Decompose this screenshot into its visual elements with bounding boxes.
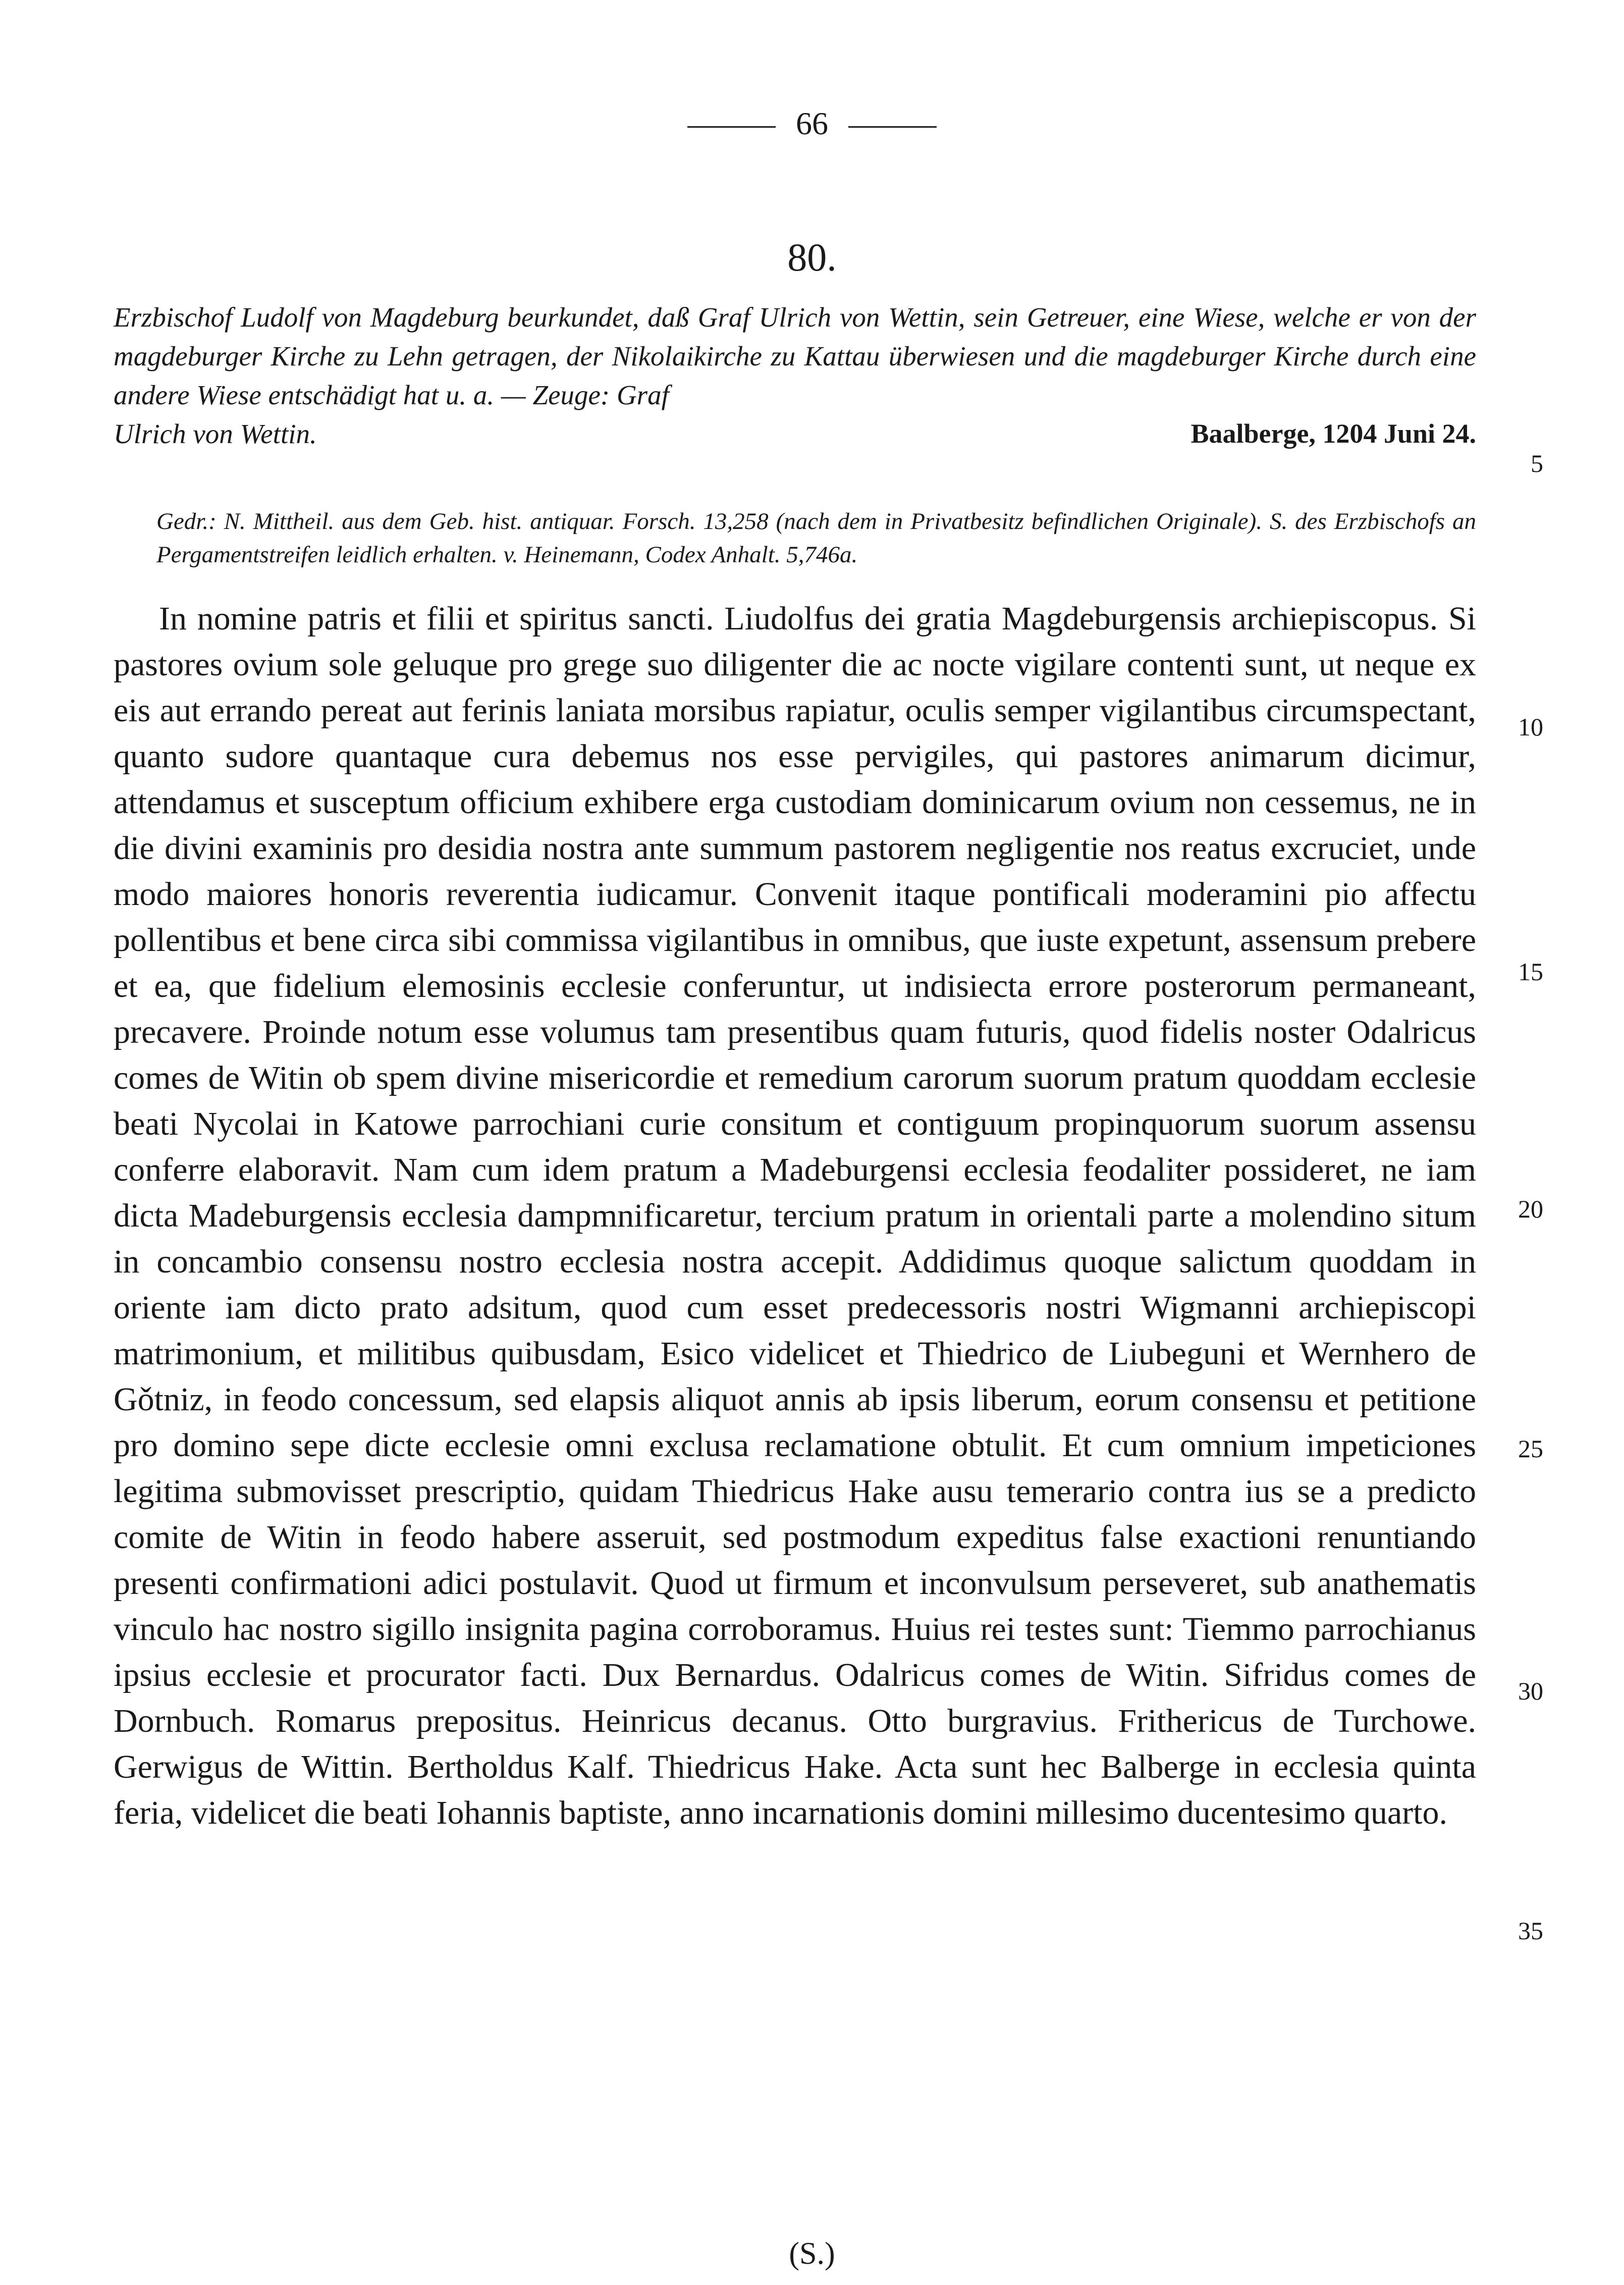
line-marker-10: 10 <box>1518 713 1543 741</box>
line-marker-30: 30 <box>1518 1677 1543 1705</box>
regest-witness: Ulrich von Wettin. <box>114 418 317 449</box>
line-marker-5: 5 <box>1531 449 1543 477</box>
line-marker-25: 25 <box>1518 1434 1543 1463</box>
regest-text: Erzbischof Ludolf von Magdeburg beurkundet, daß Graf Ulrich von Wettin, sein Getreuer, eine Wiese, welche er von der magdeburger Kirche zu Lehn getragen, der Nikolaikirche zu Kattau überwiesen und die magdeburger Kirche durch eine andere Wiese entschädigt hat u. a. — Zeuge: Graf <box>114 302 1476 410</box>
regest-last-line <box>114 414 1476 453</box>
place-date: Baalberge, 1204 Juni 24. <box>1190 418 1476 449</box>
sources-note: Gedr.: N. Mittheil. aus dem Geb. hist. antiquar. Forsch. 13,258 (nach dem in Privatbesitz befindlichen Originale). S. des Erzbischofs an Pergamentstreifen leidlich erhalten. v. Heinemann, Codex Anhalt. 5,746a. <box>156 508 1476 568</box>
line-marker-15: 15 <box>1518 958 1543 986</box>
document-number: 80. <box>787 235 837 279</box>
regest <box>114 298 1476 453</box>
line-marker-35: 35 <box>1518 1917 1543 1945</box>
charter-text: In nomine patris et filii et spiritus sancti. Liudolfus dei gratia Magdeburgensis archiepiscopus. Si pastores ovium sole geluque pro grege suo diligenter die ac nocte vigilare contenti sunt, ut neque ex eis aut errando pereat aut ferinis laniata morsibus rapiatur, oculis semper vigilantibus circumspectant, quanto sudore quantaque cura debemus nos esse pervigiles, qui pastores animarum dicimur, attendamus et susceptum officium exhibere erga custodiam dominicarum ovium non cessemus, ne in die divini examinis pro desidia nostra ante summum pastorem negligentie nos reatus excruciet, unde modo maiores honoris reverentia iudicamur. Convenit itaque pontificali moderamini pio affectu pollentibus et bene circa sibi commissa vigilantibus in omnibus, que iuste expetunt, assensum prebere et ea, que fidelium elemosinis ecclesie conferuntur, ut indisiecta errore posterorum permaneant, precavere. Proinde notum esse volumus tam presentibus quam futuris, quod fidelis noster Odalricus comes de Witin ob spem divine misericordie et remedium carorum suorum pratum quoddam ecclesie beati Nycolai in Katowe parrochiani curie consitum et contiguum propinquorum suorum assensu conferre elaboravit. Nam cum idem pratum a Madeburgensi ecclesia feodaliter possideret, ne iam dicta Madeburgensis ecclesia dampmnificaretur, tercium pratum in orientali parte a molendino situm in concambio consensu nostro ecclesia nostra accepit. Addidimus quoque salictum quoddam in oriente iam dicto prato adsitum, quod cum esset predecessoris nostri Wigmanni archiepiscopi matrimonium, et militibus quibusdam, Esico videlicet et Thiedrico de Liubeguni et Wernhero de Gǒtniz, in feodo concessum, sed elapsis aliquot annis ab ipsis liberum, eorum consensu et petitione pro domino sepe dicte ecclesie omni exclusa reclamatione obtulit. Et cum omnium impeticiones legitima submovisset prescriptio, quidam Thiedricus Hake ausu temerario contra ius se a predicto comite de Witin in feodo habere asseruit, sed postmodum expeditus false exactioni renuntiando presenti confirmationi adici postulavit. Quod ut firmum et inconvulsum perseveret, sub anathematis vinculo hac nostro sigillo insignita pagina corroboramus. Huius rei testes sunt: Tiemmo parrochianus ipsius ecclesie et procurator facti. Dux Bernardus. Odalricus comes de Witin. Sifridus comes de Dornbuch. Romarus prepositus. Heinricus decanus. Otto burgravius. Frithericus de Turchowe. Gerwigus de Wittin. Bertholdus Kalf. Thiedricus Hake. Acta sunt hec Balberge in ecclesia quinta feria, videlicet die beati Iohannis baptiste, anno incarnationis domini millesimo ducentesimo quarto. <box>114 600 1476 1831</box>
left-dash <box>687 126 776 128</box>
page-number <box>0 103 1624 144</box>
seal-mark: (S.) <box>789 2237 835 2271</box>
line-marker-20: 20 <box>1518 1195 1543 1223</box>
right-dash <box>848 126 937 128</box>
page-number-text: 66 <box>796 105 828 141</box>
